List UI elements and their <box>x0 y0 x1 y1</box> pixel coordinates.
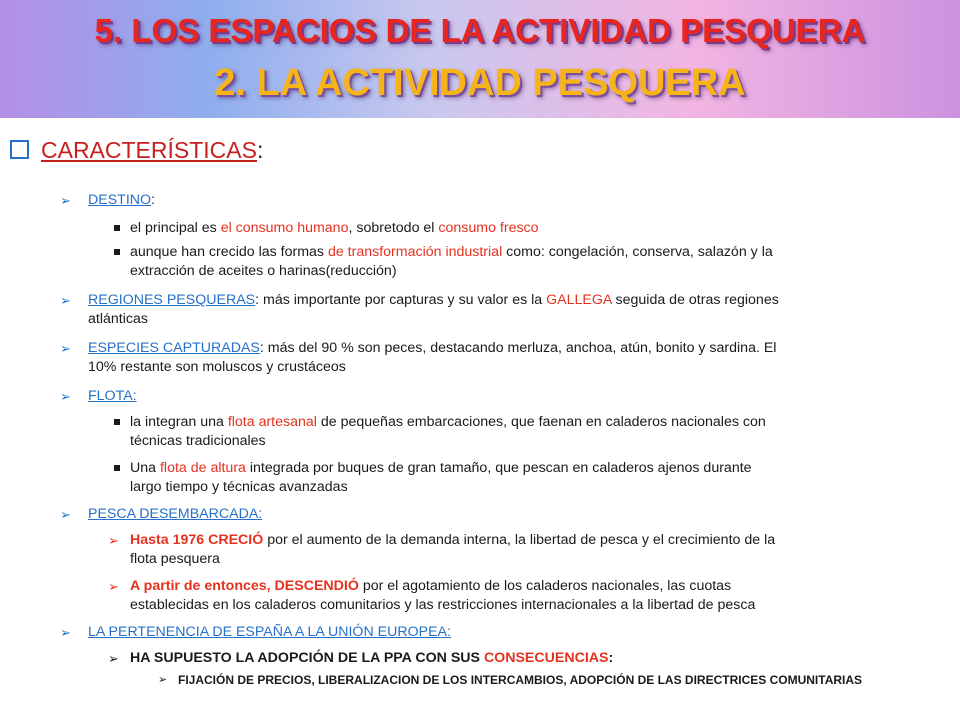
destino-item: ➢ DESTINO: <box>60 192 156 208</box>
square-bullet-icon <box>114 465 120 471</box>
pesca-item <box>60 505 948 524</box>
arrow-bullet-icon: ➢ <box>60 507 71 522</box>
ue-label: LA PERTENENCIA DE ESPAÑA A LA UNIÓN EUROPEA: <box>88 624 451 640</box>
flota-bullet-1: la integran una flota artesanal de pequeñas embarcaciones, que faenan en caladeros nacionales con técnicas tradicionales <box>130 413 930 451</box>
pesca-bullet-1: ➢ Hasta 1976 CRECIÓ por el aumento de la demanda interna, la libertad de pesca y el crecimiento de la flota pesquera <box>108 532 776 567</box>
especies-label: ESPECIES CAPTURADAS <box>88 340 260 356</box>
arrow-bullet-icon: ➢ <box>108 651 119 666</box>
arrow-bullet-icon: ➢ <box>60 341 71 356</box>
arrow-bullet-icon: ➢ <box>108 533 119 548</box>
pesca-bullet-2: ➢ A partir de entonces, DESCENDIÓ por el agotamiento de los caladeros nacionales, las cuotas establecidas en los caladeros comunitarios y las restricciones internacionales a la libertad de pesca <box>108 578 756 613</box>
arrow-bullet-icon: ➢ <box>60 389 71 404</box>
arrow-bullet-icon: ➢ <box>60 625 71 640</box>
flota-bullet-2: Una flota de altura integrada por buques de gran tamaño, que pescan en caladeros ajenos durante largo tiempo y técnicas avanzadas <box>130 459 930 497</box>
especies-item: ➢ ESPECIES CAPTURADAS: más del 90 % son peces, destacando merluza, anchoa, atún, bonito y sardina. El 10% restante son moluscos y crustáceos <box>60 340 777 375</box>
destino-bullet-1: el principal es el consumo humano, sobretodo el consumo fresco <box>130 219 930 238</box>
section-heading-label: CARACTERÍSTICAS <box>41 137 257 163</box>
destino-label: DESTINO <box>88 192 152 208</box>
title-banner <box>0 0 960 118</box>
ue-item <box>60 623 948 642</box>
square-bullet-icon <box>114 249 120 255</box>
pesca-label: PESCA DESEMBARCADA: <box>88 506 263 522</box>
flota-label: FLOTA: <box>88 388 137 404</box>
destino-bullet-2: aunque han crecido las formas de transformación industrial como: congelación, conserva, salazón y la extracción de aceites o harinas(reducción) <box>130 243 930 281</box>
checkbox-bullet-icon <box>10 140 29 159</box>
arrow-bullet-icon: ➢ <box>60 193 71 208</box>
regiones-item: ➢ REGIONES PESQUERAS: más importante por capturas y su valor es la GALLEGA seguida de otras regiones atlánticas <box>60 292 779 327</box>
slide-subtitle: 2. LA ACTIVIDAD PESQUERA <box>214 62 746 104</box>
square-bullet-icon <box>114 225 120 231</box>
ue-bullet-1: ➢ HA SUPUESTO LA ADOPCIÓN DE LA PPA CON SUS CONSECUENCIAS: <box>108 650 614 666</box>
arrow-bullet-icon: ➢ <box>60 293 71 308</box>
arrow-bullet-icon: ➢ <box>158 674 168 686</box>
section-heading: CARACTERÍSTICAS: <box>10 137 263 164</box>
ue-bullet-2: ➢ FIJACIÓN DE PRECIOS, LIBERALIZACION DE LOS INTERCAMBIOS, ADOPCIÓN DE LAS DIRECTRICES COMUNITARIAS <box>178 671 938 690</box>
regiones-label: REGIONES PESQUERAS <box>88 292 256 308</box>
slide-title: 5. LOS ESPACIOS DE LA ACTIVIDAD PESQUERA <box>94 12 866 49</box>
square-bullet-icon <box>114 419 120 425</box>
flota-item <box>60 387 948 406</box>
arrow-bullet-icon: ➢ <box>108 579 119 594</box>
